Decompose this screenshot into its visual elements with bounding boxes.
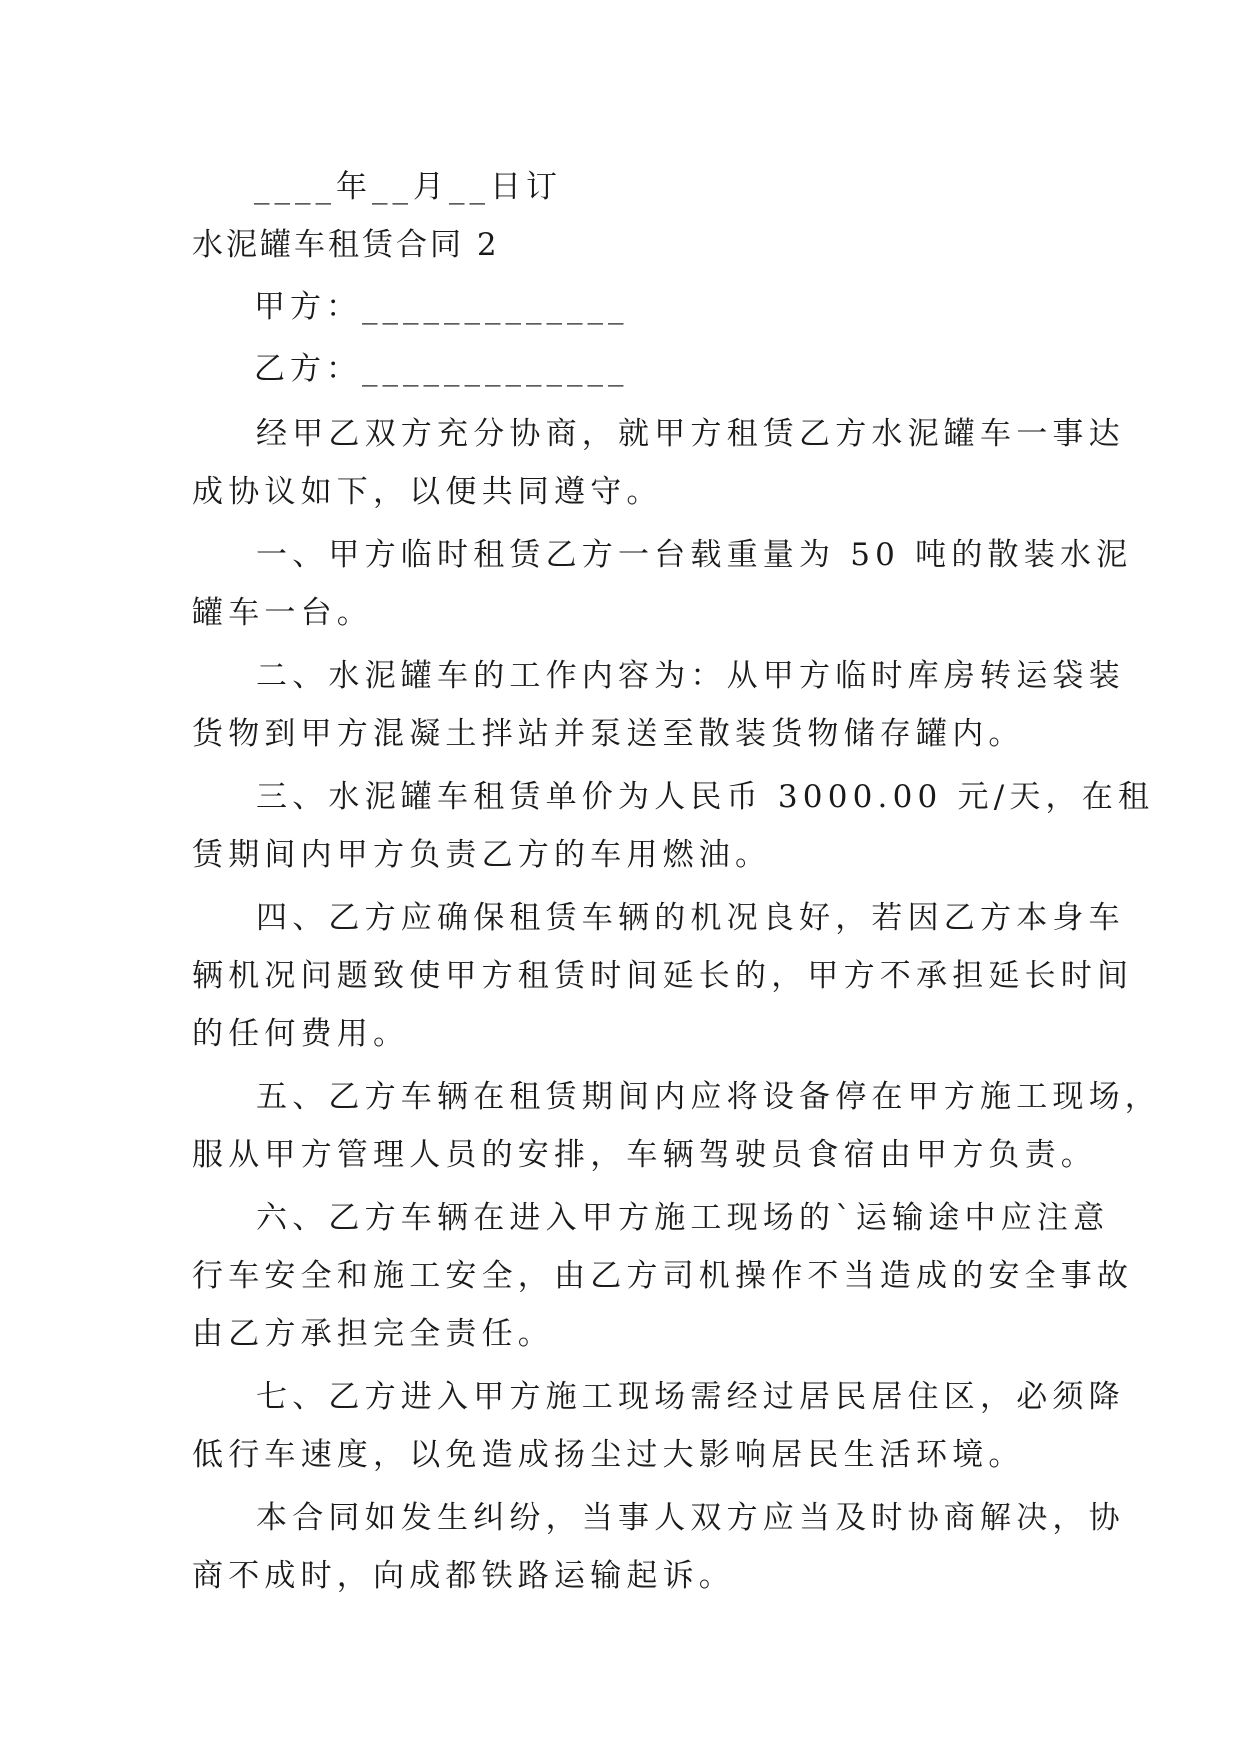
date-line: ____年__月__日订 (254, 169, 562, 205)
paragraph-line: 由乙方承担完全责任。 (192, 1316, 554, 1352)
paragraph-line: 商不成时，向成都铁路运输起诉。 (192, 1558, 735, 1594)
dispute-clause (192, 1489, 1125, 1605)
paragraph-line: 成协议如下，以便共同遵守。 (192, 474, 663, 510)
paragraph-line: 的任何费用。 (192, 1016, 410, 1052)
paragraph-line: 二、水泥罐车的工作内容为：从甲方临时库房转运袋装 (256, 658, 1125, 694)
paragraph-line: 罐车一台。 (192, 595, 373, 631)
paragraph-line: 本合同如发生纠纷，当事人双方应当及时协商解决，协 (256, 1500, 1125, 1536)
paragraph-intro (192, 405, 1125, 521)
clause-4 (192, 889, 1134, 1063)
clause-6 (192, 1189, 1134, 1363)
paragraph-line: 货物到甲方混凝土拌站并泵送至散装货物储存罐内。 (192, 716, 1025, 752)
paragraph-line: 辆机况问题致使甲方租赁时间延长的，甲方不承担延长时间 (192, 958, 1134, 994)
paragraph-line: 七、乙方进入甲方施工现场需经过居民居住区，必须降 (256, 1379, 1125, 1415)
paragraph-line: 五、乙方车辆在租赁期间内应将设备停在甲方施工现场， (256, 1079, 1161, 1115)
paragraph-line: 低行车速度，以免造成扬尘过大影响居民生活环境。 (192, 1437, 1025, 1473)
clause-2 (192, 647, 1125, 763)
paragraph-line: 行车安全和施工安全，由乙方司机操作不当造成的安全事故 (192, 1258, 1134, 1294)
party-b-line: 乙方：_____________ (254, 351, 629, 387)
paragraph-line: 经甲乙双方充分协商，就甲方租赁乙方水泥罐车一事达 (256, 416, 1125, 452)
paragraph-line: 赁期间内甲方负责乙方的车用燃油。 (192, 837, 772, 873)
document-content (192, 160, 1161, 1605)
paragraph-line: 四、乙方应确保租赁车辆的机况良好，若因乙方本身车 (256, 900, 1125, 936)
paragraph-line: 三、水泥罐车租赁单价为人民币 3000.00 元/天，在租 (256, 779, 1155, 815)
clause-5 (192, 1068, 1161, 1184)
paragraph-line: 一、甲方临时租赁乙方一台载重量为 50 吨的散装水泥 (256, 537, 1133, 573)
clause-7 (192, 1368, 1125, 1484)
clause-3 (192, 768, 1155, 884)
contract-title: 水泥罐车租赁合同 2 (192, 227, 500, 263)
clause-1 (192, 526, 1133, 642)
paragraph-line: 六、乙方车辆在进入甲方施工现场的`运输途中应注意 (256, 1200, 1110, 1236)
party-a-line: 甲方：_____________ (254, 289, 629, 325)
paragraph-line: 服从甲方管理人员的安排，车辆驾驶员食宿由甲方负责。 (192, 1137, 1097, 1173)
